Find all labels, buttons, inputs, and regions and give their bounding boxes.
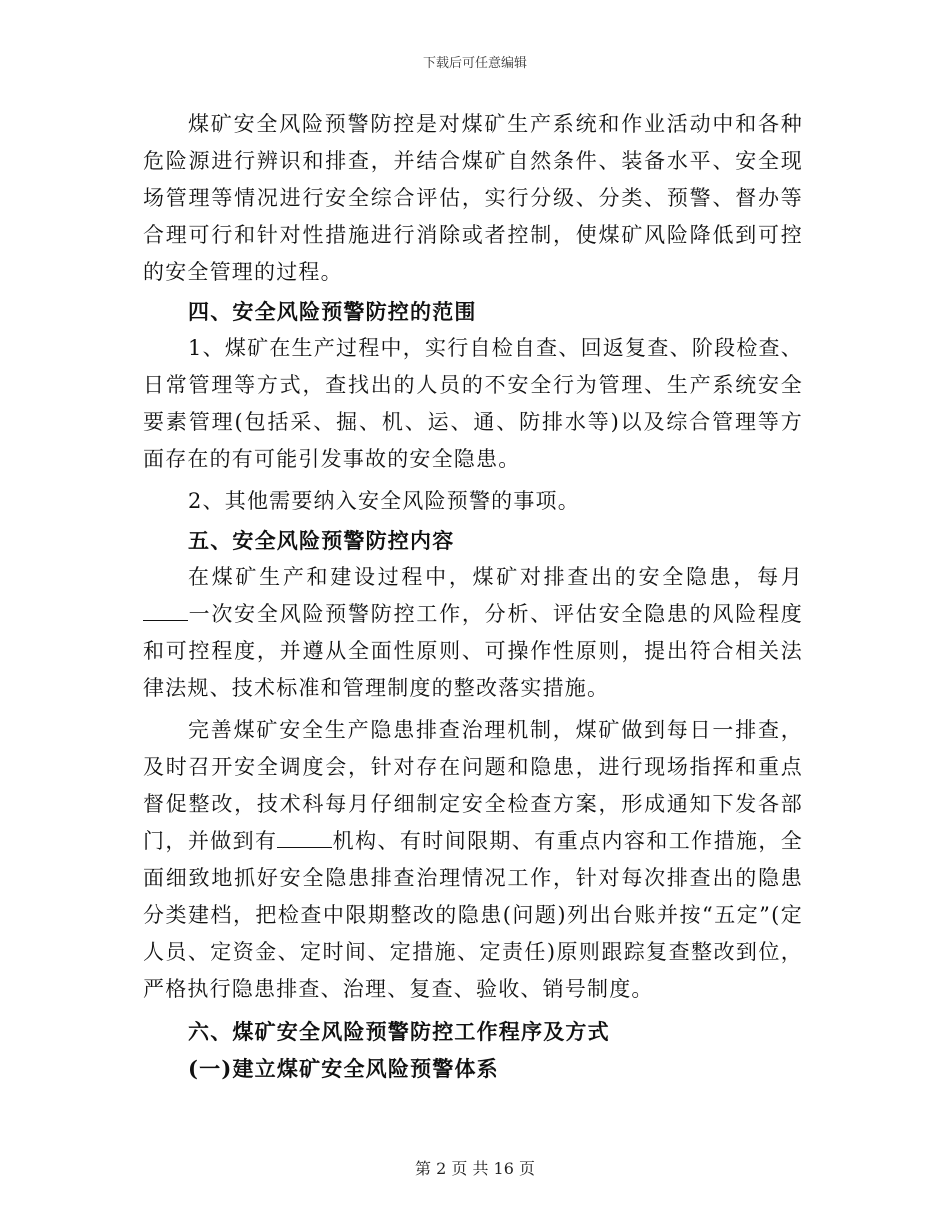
scope-item-1: 1、煤矿在生产过程中，实行自检自查、回返复查、阶段检查、日常管理等方式，查找出的人员的不安全行为管理、生产系统安全要素管理(包括采、掘、机、运、通、防排水等)以及综合管理等方面存在的有可能引发事故的安全隐患。 bbox=[143, 336, 803, 471]
content-paragraph-2-start: 完善煤矿安全生产隐患排查治理机制，煤矿做到每日一排查，及时召开安全调度会，针对存在问题和隐患，进行现场指挥和重点督促整改，技术科每月仔细制定安全检查方案，形成通知下发各部门，并做到有 bbox=[143, 718, 803, 853]
content-paragraph-1-end: 一次安全风险预警防控工作，分析、评估安全隐患的风险程度和可控程度，并遵从全面性原则、可操作性原则，提出符合相关法律法规、技术标准和管理制度的整改落实措施。 bbox=[143, 602, 803, 700]
content-paragraph-2-end: 机构、有时间限期、有重点内容和工作措施，全面细致地抓好安全隐患排查治理情况工作，针对每次排查出的隐患分类建档，把检查中限期整改的隐患(问题)列出台账并按“五定”(定人员、定资金、定时间、定措施、定责任)原则跟踪复查整改到位，严格执行隐患排查、治理、复查、验收、销号制度。 bbox=[143, 829, 804, 1001]
section-heading-scope: 四、安全风险预警防控的范围 bbox=[188, 299, 477, 324]
intro-paragraph: 煤矿安全风险预警防控是对煤矿生产系统和作业活动中和各种危险源进行辨识和排查，并结合煤矿自然条件、装备水平、安全现场管理等情况进行安全综合评估，实行分级、分类、预警、督办等合理可行和针对性措施进行消除或者控制，使煤矿风险降低到可控的安全管理的过程。 bbox=[143, 112, 803, 284]
document-body bbox=[143, 106, 803, 1087]
page-header-note: 下载后可任意编辑 bbox=[422, 56, 527, 71]
section-heading-content: 五、安全风险预警防控内容 bbox=[188, 528, 455, 553]
fill-in-blank bbox=[143, 602, 188, 621]
page-number: 第 2 页 共 16 页 bbox=[415, 1159, 535, 1178]
content-paragraph-2 bbox=[143, 712, 803, 1008]
content-paragraph-1-start: 在煤矿生产和建设过程中，煤矿对排查出的安全隐患，每月 bbox=[188, 565, 803, 589]
scope-item-2: 2、其他需要纳入安全风险预警的事项。 bbox=[188, 489, 580, 513]
subsection-heading-system: (一)建立煤矿安全风险预警体系 bbox=[188, 1056, 499, 1081]
section-heading-procedure: 六、煤矿安全风险预警防控工作程序及方式 bbox=[188, 1019, 610, 1044]
fill-in-blank bbox=[277, 829, 332, 848]
content-paragraph-1 bbox=[143, 559, 803, 707]
